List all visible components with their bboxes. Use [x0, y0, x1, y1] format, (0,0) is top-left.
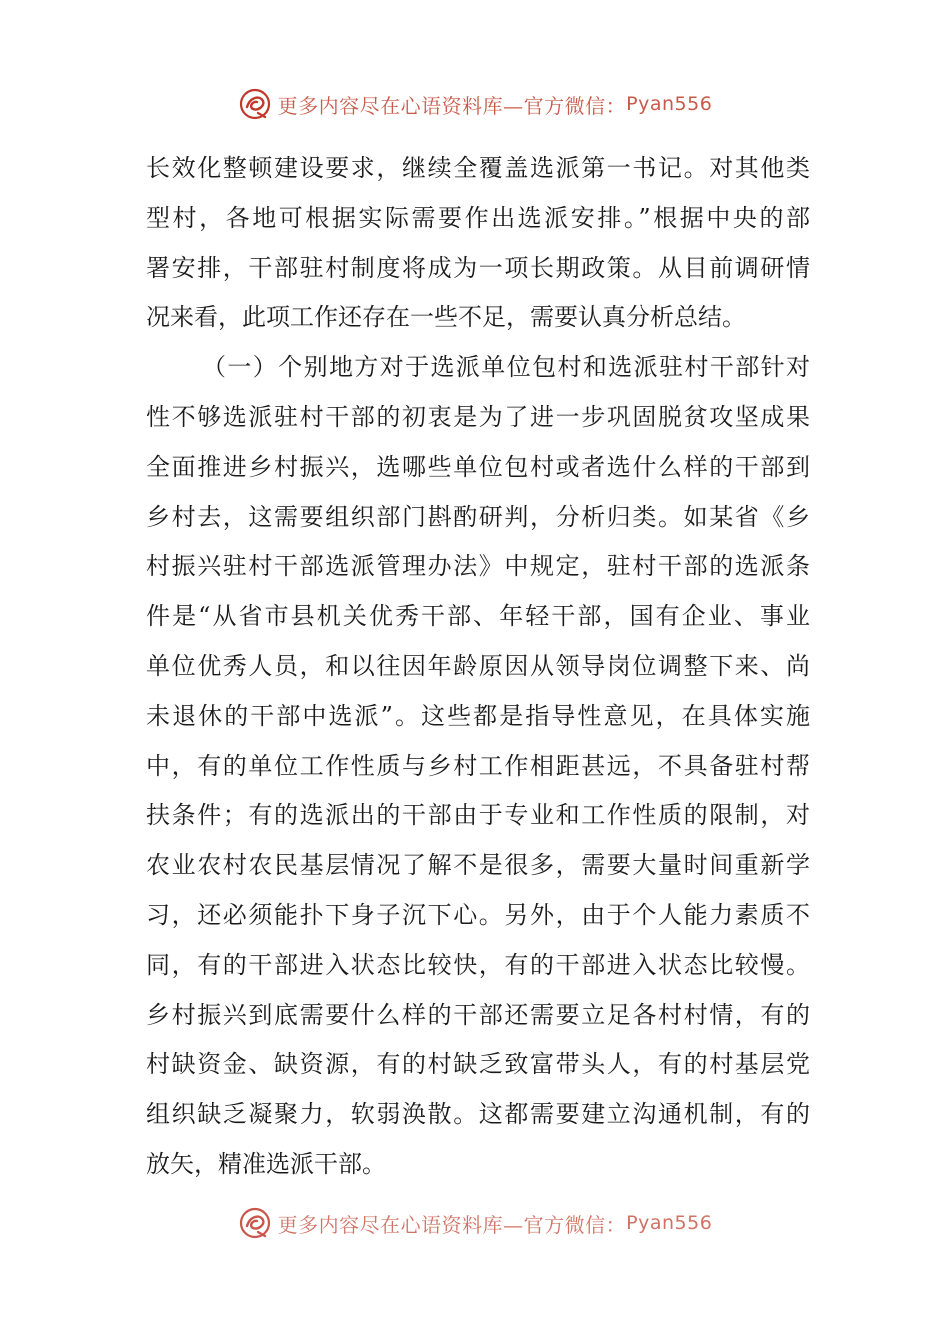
- text-line: 单位优秀人员，和以往因年龄原因从领导岗位调整下来、尚: [146, 651, 810, 680]
- footer-watermark: [0, 1203, 950, 1243]
- paragraph: [146, 343, 810, 1190]
- text-line: 农业农村农民基层情况了解不是很多，需要大量时间重新学: [146, 851, 810, 880]
- text-line: 全面推进乡村振兴，选哪些单位包村或者选什么样的干部到: [146, 452, 810, 481]
- text-line: 件是“从省市县机关优秀干部、年轻干部，国有企业、事业: [146, 602, 810, 631]
- text-line: 村缺资金、缺资源，有的村缺乏致富带头人，有的村基层党: [146, 1050, 810, 1079]
- text-line: 同，有的干部进入状态比较快，有的干部进入状态比较慢。: [146, 950, 810, 979]
- watermark-text: 更多内容尽在心语资料库—官方微信：: [277, 1212, 627, 1237]
- text-line: 性不够选派驻村干部的初衷是为了进一步巩固脱贫攻坚成果: [146, 402, 810, 431]
- watermark-text: 更多内容尽在心语资料库—官方微信：: [277, 93, 627, 118]
- swirl-logo-icon: [238, 87, 272, 121]
- text-line: 型村，各地可根据实际需要作出选派安排。”根据中央的部: [146, 203, 810, 232]
- body-text: [146, 144, 810, 1190]
- watermark-wechat-id: Pyan556: [626, 1212, 713, 1234]
- text-line: 署安排，干部驻村制度将成为一项长期政策。从目前调研情: [146, 253, 810, 282]
- text-line: （一）个别地方对于选派单位包村和选派驻村干部针对: [202, 353, 810, 382]
- text-line: 习，还必须能扑下身子沉下心。另外，由于个人能力素质不: [146, 900, 810, 929]
- text-line: 乡村去，这需要组织部门斟酌研判，分析归类。如某省《乡: [146, 502, 810, 531]
- text-line: 村振兴驻村干部选派管理办法》中规定，驻村干部的选派条: [146, 552, 810, 581]
- text-line: 组织缺乏凝聚力，软弱涣散。这都需要建立沟通机制，有的: [146, 1100, 810, 1129]
- text-line: 中，有的单位工作性质与乡村工作相距甚远，不具备驻村帮: [146, 751, 810, 780]
- text-line: 未退休的干部中选派”。这些都是指导性意见，在具体实施: [146, 701, 810, 730]
- text-line: 况来看，此项工作还存在一些不足，需要认真分析总结。: [146, 303, 746, 332]
- text-line: 乡村振兴到底需要什么样的干部还需要立足各村村情，有的: [146, 1000, 810, 1029]
- header-watermark: [0, 84, 950, 124]
- text-line: 扶条件；有的选派出的干部由于专业和工作性质的限制，对: [146, 801, 810, 830]
- swirl-logo-icon: [238, 1206, 272, 1240]
- watermark-wechat-id: Pyan556: [626, 93, 713, 115]
- paragraph: [146, 144, 810, 343]
- text-line: 长效化整顿建设要求，继续全覆盖选派第一书记。对其他类: [146, 154, 810, 182]
- text-line: 放矢，精准选派干部。: [146, 1149, 386, 1178]
